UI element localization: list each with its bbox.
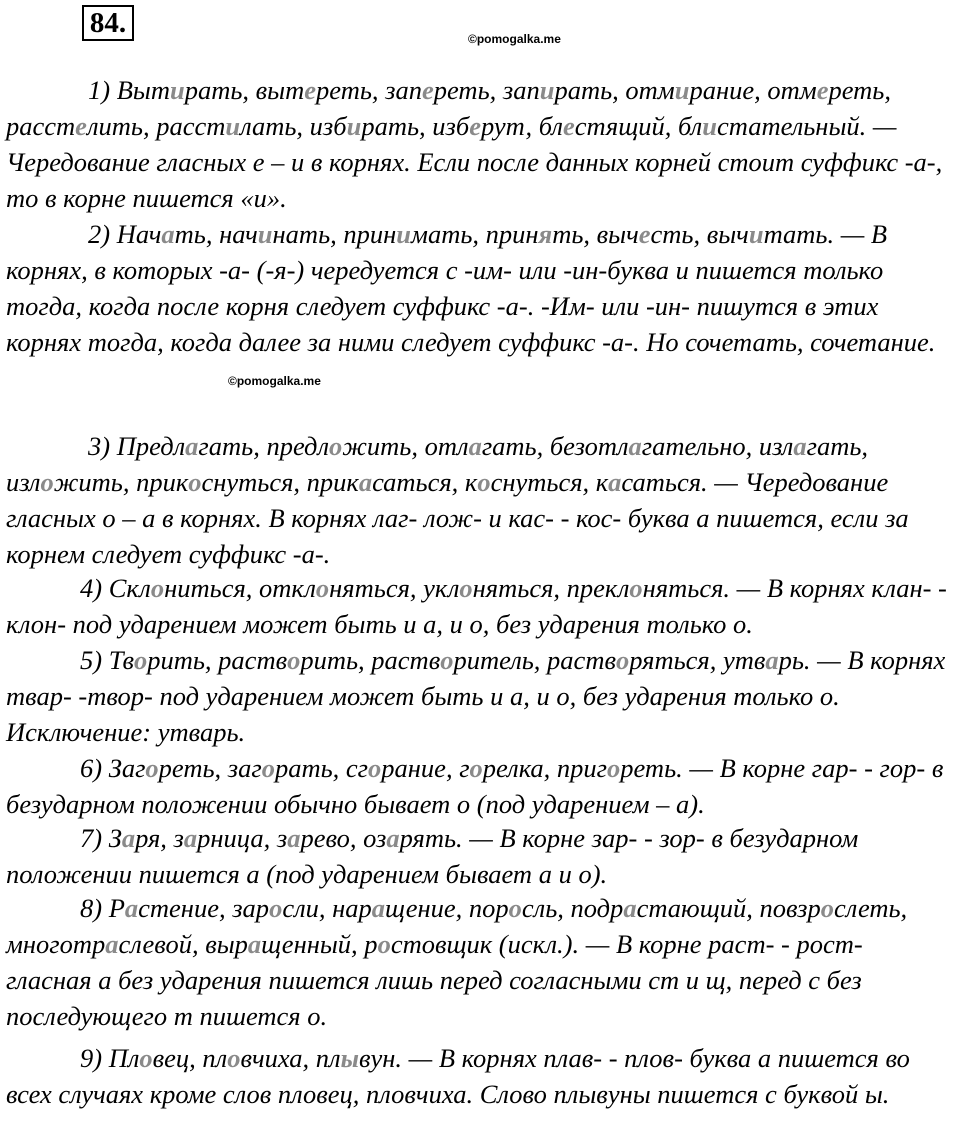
highlighted-vowel: о [820,893,834,923]
text-segment: снуться, прик [201,467,359,497]
highlighted-vowel: и [702,111,717,141]
text-segment: лать, изб [240,111,347,141]
text-segment: гать, предл [198,431,330,461]
rule-paragraph-7 [6,820,954,892]
text-segment: стательный. — Чередование гласных е – и в корнях. Если после данных корней стоит суффикс -а-, то в корне пишется «и». [6,111,943,213]
highlighted-vowel: о [629,573,643,603]
exercise-number: 84. [82,5,134,41]
text-segment: реть, заг [158,753,262,783]
rule-paragraph-1 [6,72,954,216]
text-segment: реть, зап [316,75,422,105]
highlighted-vowel: я [538,219,553,249]
highlighted-vowel: а [386,823,400,853]
highlighted-vowel: о [315,573,330,603]
text-segment: реть, зап [433,75,540,105]
highlighted-vowel: е [638,219,651,249]
text-segment: вун. — В корнях плав- - плов- буква а пишется во всех случаях кроме слов пловец, пловчиха. Слово плывуны пишется с буквой ы. [6,1043,910,1109]
text-segment: рь. — В корнях твар- -твор- под ударением может быть и а, и о, без ударения только о. Исключение: утварь. [6,645,946,747]
highlighted-vowel: о [329,431,343,461]
highlighted-vowel: о [139,1043,153,1073]
rule-paragraph-3 [6,428,954,572]
highlighted-vowel: о [440,645,454,675]
highlighted-vowel: о [145,753,159,783]
highlighted-vowel: и [396,219,412,249]
highlighted-vowel: о [469,753,483,783]
highlighted-vowel: о [459,573,473,603]
rule-paragraph-5 [6,642,954,750]
highlighted-vowel: а [608,467,622,497]
highlighted-vowel: о [227,1043,241,1073]
text-segment: рить, раств [300,645,441,675]
text-segment: стение, зар [138,893,270,923]
text-segment: рать, изб [361,111,470,141]
highlighted-vowel: а [247,929,262,959]
text-segment: 8) Р [80,893,125,923]
text-segment: рание, г [381,753,470,783]
highlighted-vowel: а [468,431,482,461]
highlighted-vowel: и [539,75,555,105]
text-segment: 1) Выт [88,75,170,105]
highlighted-vowel: о [188,467,202,497]
text-segment: рница, з [197,823,288,853]
highlighted-vowel: о [615,645,630,675]
text-segment: вец, пл [152,1043,228,1073]
text-segment: стящий, бл [574,111,703,141]
highlighted-vowel: е [304,75,317,105]
text-segment: няться, прекл [472,573,630,603]
text-segment: рять. — В корне зар- - зор- в безударном положении пишется а (под ударением бывает а и о). [6,823,859,889]
highlighted-vowel: о [269,893,283,923]
text-segment: саться, к [372,467,478,497]
text-segment: лить, расст [86,111,226,141]
text-segment: ритель, раств [453,645,616,675]
text-segment: ть, выч [552,219,639,249]
highlighted-vowel: а [161,219,175,249]
text-segment: жить, отл [342,431,469,461]
highlighted-vowel: е [75,111,87,141]
text-segment: ть, нач [174,219,258,249]
highlighted-vowel: о [508,893,522,923]
text-segment: вчиха, пл [240,1043,341,1073]
text-segment: щение, пор [385,893,509,923]
text-segment: ряться, утв [629,645,766,675]
text-segment: стовщик (искл.). — В корне раст- - рост- гласная а без ударения пишется лишь перед согласными ст и щ, перед с без последующего т пишется о. [6,929,863,1031]
text-segment: няться, укл [329,573,460,603]
text-segment: 2) Нач [88,219,162,249]
text-segment: слевой, выр [118,929,248,959]
highlighted-vowel: о [377,929,391,959]
highlighted-vowel: ы [340,1043,359,1073]
text-segment: тать. — В корнях, в которых -а- (-я-) чередуется с -им- или -ин-буква и пишется только тогда, когда после корня следует суффикс -а-. -Им- или -ин- пишутся в этих корнях тогда, когда далее за ними следует суффикс -а-. Но сочетать, сочетание. [6,219,936,357]
text-segment: реть. — В корне гар- - гор- в безударном положении обычно бывает о (под ударением – а). [6,753,944,819]
highlighted-vowel: о [150,573,165,603]
text-segment: реть, расст [6,75,891,141]
highlighted-vowel: о [287,645,301,675]
highlighted-vowel: а [183,823,198,853]
text-segment: нать, прин [272,219,397,249]
text-segment: 3) Предл [88,431,186,461]
highlighted-vowel: а [105,929,119,959]
text-segment: рить, раств [147,645,288,675]
text-segment: 7) З [80,823,122,853]
text-segment: рание, отм [689,75,817,105]
text-segment: гательно, изл [641,431,794,461]
highlighted-vowel: а [287,823,301,853]
text-segment: рут, бл [481,111,563,141]
text-segment: саться. — Чередование гласных о – а в корнях. В корнях лаг- лож- и кас- - кос- буква а пишется, если за корнем следует суффикс -а-. [6,467,909,569]
text-segment: рево, оз [300,823,387,853]
text-segment: 6) Заг [80,753,146,783]
highlighted-vowel: и [225,111,241,141]
highlighted-vowel: и [169,75,185,105]
highlighted-vowel: о [477,467,491,497]
text-segment: гать, безотл [481,431,629,461]
highlighted-vowel: а [623,893,637,923]
rule-paragraph-8 [6,890,954,1034]
highlighted-vowel: о [607,753,621,783]
text-segment: сль, подр [521,893,624,923]
text-segment: рать, сг [274,753,369,783]
text-segment: рать, отм [554,75,675,105]
highlighted-vowel: а [765,645,779,675]
highlighted-vowel: а [121,823,136,853]
text-segment: сть, выч [650,219,749,249]
text-segment: мать, прин [411,219,539,249]
text-segment: снуться, к [490,467,609,497]
text-segment: релка, приг [482,753,608,783]
highlighted-vowel: а [628,431,642,461]
highlighted-vowel: е [562,111,575,141]
highlighted-vowel: е [469,111,481,141]
watermark-top: ©pomogalka.me [468,32,561,46]
text-segment: щенный, р [261,929,378,959]
highlighted-vowel: и [748,219,764,249]
highlighted-vowel: а [358,467,373,497]
text-segment: стающий, повзр [636,893,821,923]
text-segment: сли, нар [282,893,372,923]
highlighted-vowel: а [371,893,386,923]
highlighted-vowel: а [793,431,807,461]
highlighted-vowel: а [185,431,199,461]
text-segment: 9) Пл [80,1043,140,1073]
watermark-middle: ©pomogalka.me [228,374,321,388]
highlighted-vowel: и [674,75,690,105]
text-segment: слеть, многотр [6,893,908,959]
text-segment: гать, изл [6,431,869,497]
rule-paragraph-2 [6,216,954,360]
rule-paragraph-6 [6,750,954,822]
highlighted-vowel: о [40,467,54,497]
highlighted-vowel: а [124,893,139,923]
highlighted-vowel: и [346,111,362,141]
text-segment: 4) Скл [80,573,151,603]
text-segment: рать, выт [184,75,305,105]
highlighted-vowel: и [257,219,273,249]
text-segment: няться. — В корнях клан- - клон- под ударением может быть и а, и о, без ударения только о. [6,573,947,639]
rule-paragraph-9 [6,1040,954,1112]
text-segment: 5) Тв [80,645,134,675]
highlighted-vowel: о [368,753,382,783]
highlighted-vowel: о [133,645,148,675]
highlighted-vowel: е [816,75,829,105]
text-segment: ниться, откл [164,573,316,603]
highlighted-vowel: о [261,753,275,783]
rule-paragraph-4 [6,570,954,642]
highlighted-vowel: е [422,75,434,105]
text-segment: жить, прик [53,467,189,497]
text-segment: ря, з [135,823,184,853]
